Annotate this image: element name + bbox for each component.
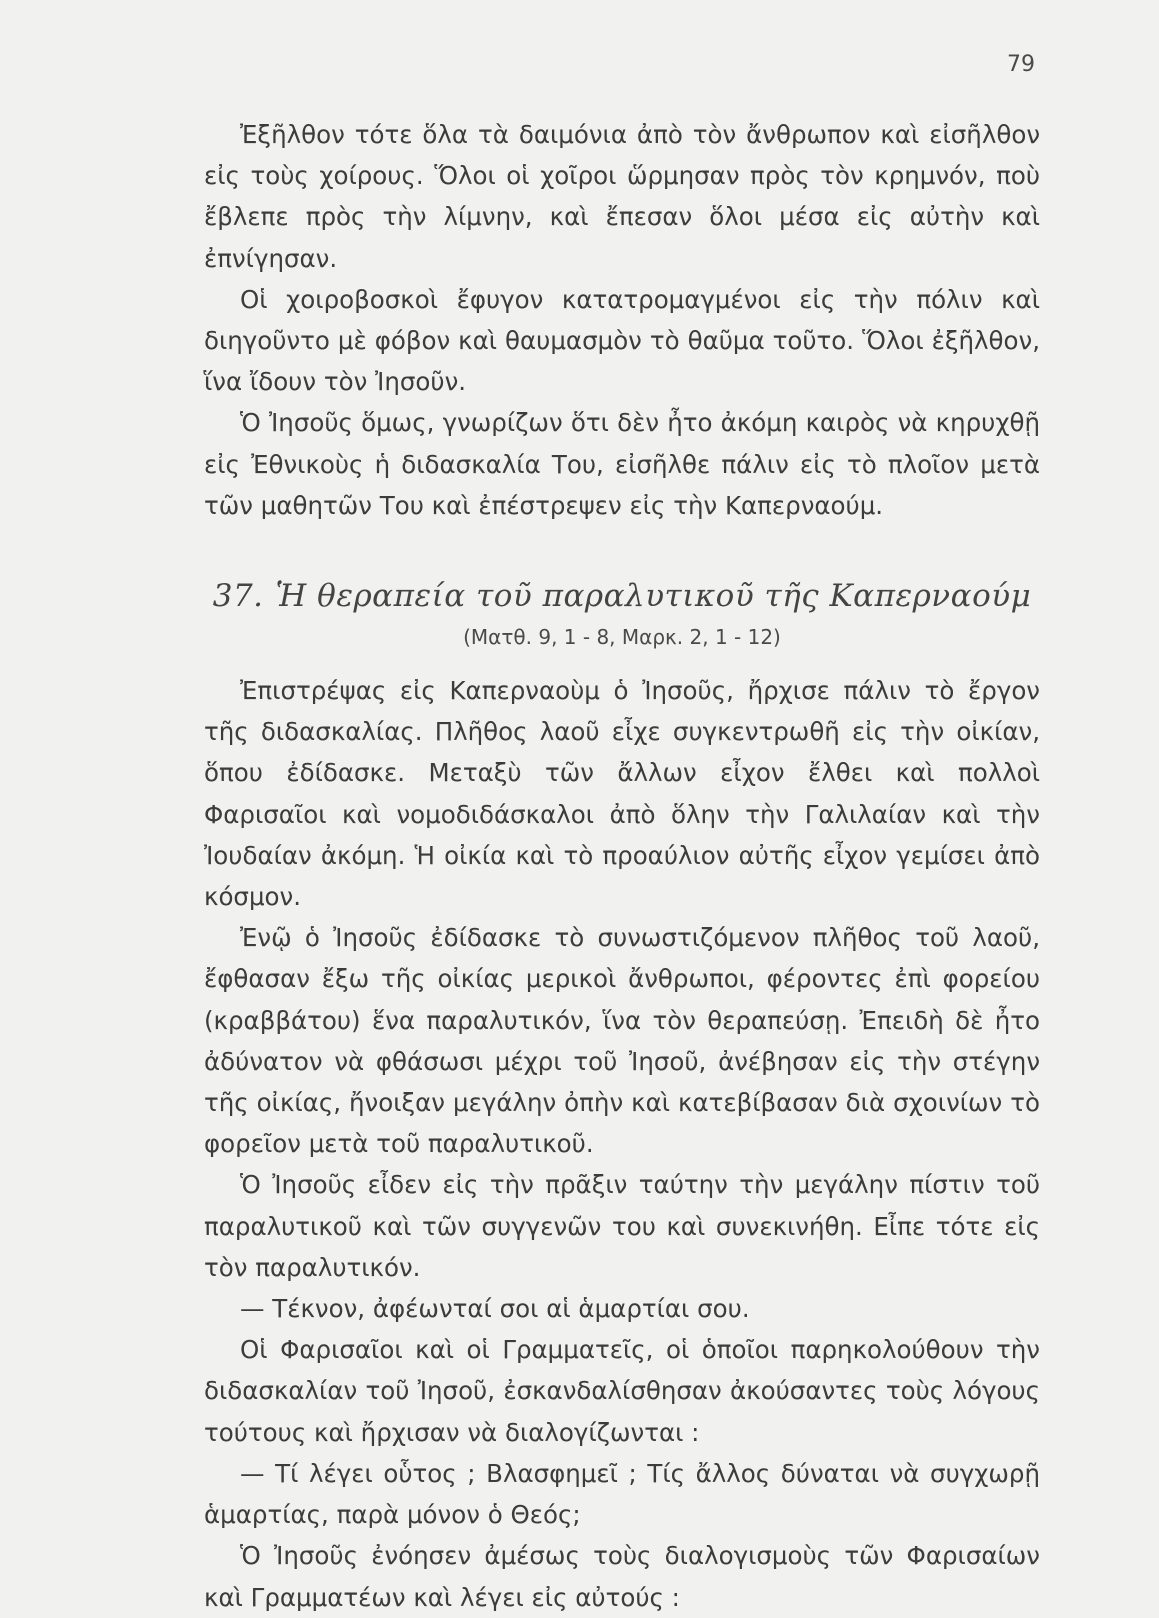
section-title: Ἡ θεραπεία τοῦ παραλυτικοῦ τῆς Καπερναούμ — [275, 578, 1032, 615]
dialogue-line: — Τί λέγει οὗτος ; Βλασφημεῖ ; Τίς ἄλλος δύναται νὰ συγχωρῇ ἁμαρτίας, παρὰ μόνον ὁ Θεός; — [204, 1458, 1040, 1530]
section-heading — [204, 576, 1040, 616]
paragraph: Ὁ Ἰησοῦς εἶδεν εἰς τὴν πρᾶξιν ταύτην τὴν μεγάλην πίστιν τοῦ παραλυτικοῦ καὶ τῶν συγγενῶν του καὶ συνεκινήθη. Εἶπε τότε εἰς τὸν παραλυτικόν. — [204, 1170, 1040, 1282]
paragraph: Ἐνῷ ὁ Ἰησοῦς ἐδίδασκε τὸ συνωστιζόμενον πλῆθος τοῦ λαοῦ, ἔφθασαν ἔξω τῆς οἰκίας μερικοὶ ἄνθρωποι, φέροντες ἐπὶ φορείου (κραββάτου) ἕνα παραλυτικόν, ἵνα τὸν θεραπεύσῃ. Ἐπειδὴ δὲ ἦτο ἀδύνατον νὰ φθάσωσι μέχρι τοῦ Ἰησοῦ, ἀνέβησαν εἰς τὴν στέγην τῆς οἰκίας, ἤνοιξαν μεγάλην ὀπὴν καὶ κατεβίβασαν διὰ σχοινίων τὸ φορεῖον μετὰ τοῦ παραλυτικοῦ. — [204, 923, 1040, 1159]
paragraph: Οἱ χοιροβοσκοὶ ἔφυγον κατατρομαγμένοι εἰς τὴν πόλιν καὶ διηγοῦντο μὲ φόβον καὶ θαυμασμὸν τὸ θαῦμα τοῦτο. Ὅλοι ἐξῆλθον, ἵνα ἴδουν τὸν Ἰησοῦν. — [204, 284, 1040, 397]
page-number: 79 — [1007, 52, 1035, 77]
page-body — [204, 114, 1040, 1618]
paragraph: Ὁ Ἰησοῦς ὅμως, γνωρίζων ὅτι δὲν ἦτο ἀκόμη καιρὸς νὰ κηρυχθῇ εἰς Ἐθνικοὺς ἡ διδασκαλία Του, εἰσῆλθε πάλιν εἰς τὸ πλοῖον μετὰ τῶν μαθητῶν Του καὶ ἐπέστρεψεν εἰς τὴν Καπερναούμ. — [204, 408, 1040, 520]
paragraph: Ἐπιστρέψας εἰς Καπερναοὺμ ὁ Ἰησοῦς, ἤρχισε πάλιν τὸ ἔργον τῆς διδασκαλίας. Πλῆθος λαοῦ εἶχε συγκεντρωθῆ εἰς τὴν οἰκίαν, ὅπου ἐδίδασκε. Μεταξὺ τῶν ἄλλων εἶχον ἔλθει καὶ πολλοὶ Φαρισαῖοι καὶ νομοδιδάσκαλοι ἀπὸ ὅλην τὴν Γαλιλαίαν καὶ τὴν Ἰουδαίαν ἀκόμη. Ἡ οἰκία καὶ τὸ προαύλιον αὐτῆς εἶχον γεμίσει ἀπὸ κόσμον. — [204, 676, 1040, 912]
paragraph: Ἐξῆλθον τότε ὅλα τὰ δαιμόνια ἀπὸ τὸν ἄνθρωπον καὶ εἰσῆλθον εἰς τοὺς χοίρους. Ὅλοι οἱ χοῖροι ὥρμησαν πρὸς τὸν κρημνόν, ποὺ ἔβλεπε πρὸς τὴν λίμνην, καὶ ἔπεσαν ὅλοι μέσα εἰς αὐτὴν καὶ ἐπνίγησαν. — [204, 120, 1040, 273]
paragraph: Ὁ Ἰησοῦς ἐνόησεν ἀμέσως τοὺς διαλογισμοὺς τῶν Φαρισαίων καὶ Γραμματέων καὶ λέγει εἰς αὐτούς : — [204, 1541, 1040, 1612]
section-number: 37. — [212, 578, 264, 615]
dialogue-line: — Τέκνον, ἀφέωνταί σοι αἱ ἁμαρτίαι σου. — [240, 1294, 750, 1324]
scripture-reference: (Ματθ. 9, 1 - 8, Μαρκ. 2, 1 - 12) — [463, 625, 781, 650]
paragraph: Οἱ Φαρισαῖοι καὶ οἱ Γραμματεῖς, οἱ ὁποῖοι παρηκολούθουν τὴν διδασκαλίαν τοῦ Ἰησοῦ, ἐσκανδαλίσθησαν ἀκούσαντες τοὺς λόγους τούτους καὶ ἤρχισαν νὰ διαλογίζωνται : — [204, 1335, 1040, 1447]
